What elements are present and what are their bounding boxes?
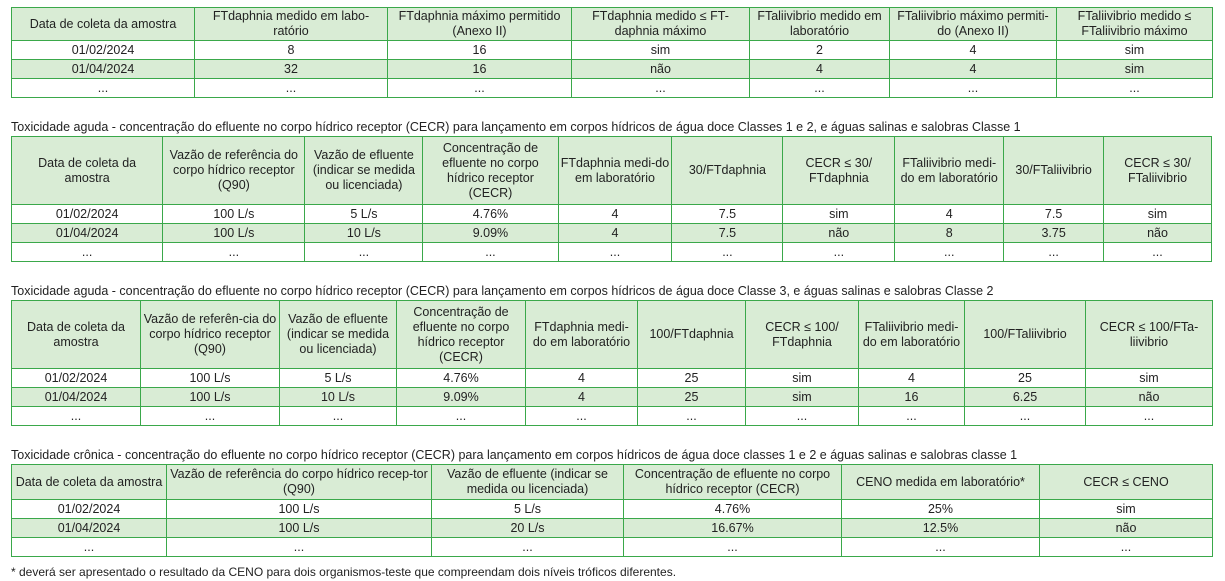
table-cell: ... bbox=[783, 243, 895, 262]
header-cell: Vazão de referên-cia do corpo hídrico receptor (Q90) bbox=[141, 301, 280, 369]
header-cell: Concentração de efluente no corpo hídrico receptor (CECR) bbox=[423, 137, 558, 205]
table-cell: ... bbox=[895, 243, 1004, 262]
header-cell: FTaliivibrio máximo permiti-do (Anexo II) bbox=[890, 8, 1057, 41]
header-cell: FTaliivibrio medi-do em laboratório bbox=[895, 137, 1004, 205]
table-row bbox=[12, 41, 1213, 60]
table-row bbox=[12, 60, 1213, 79]
table-cell: 25 bbox=[638, 369, 746, 388]
table-cell: 4 bbox=[526, 369, 638, 388]
table-cell: sim bbox=[1057, 60, 1213, 79]
table-cell: 100 L/s bbox=[167, 519, 432, 538]
header-cell: CECR ≤ 30/ FTdaphnia bbox=[783, 137, 895, 205]
table-cell: ... bbox=[305, 243, 423, 262]
table-row bbox=[12, 519, 1213, 538]
table-cell: 4 bbox=[558, 205, 672, 224]
table-cell: 01/02/2024 bbox=[12, 205, 163, 224]
table-cell: 5 L/s bbox=[305, 205, 423, 224]
table-cell: 7.5 bbox=[672, 224, 783, 243]
table-cell: ... bbox=[526, 407, 638, 426]
table-row bbox=[12, 224, 1212, 243]
header-cell: CECR ≤ 30/ FTaliivibrio bbox=[1104, 137, 1212, 205]
table-cell: não bbox=[783, 224, 895, 243]
table-row bbox=[12, 79, 1213, 98]
table-cell: 5 L/s bbox=[432, 500, 624, 519]
table-cell: 12.5% bbox=[842, 519, 1040, 538]
table-cell: 01/04/2024 bbox=[12, 224, 163, 243]
header-cell: 100/FTdaphnia bbox=[638, 301, 746, 369]
table-cell: sim bbox=[1040, 500, 1213, 519]
table-cell: 16 bbox=[388, 60, 572, 79]
header-cell: Concentração de efluente no corpo hídrico receptor (CECR) bbox=[397, 301, 526, 369]
table-cell: ... bbox=[558, 243, 672, 262]
table-cell: sim bbox=[746, 388, 859, 407]
table-cell: 2 bbox=[750, 41, 890, 60]
table-cell: ... bbox=[1057, 79, 1213, 98]
table-cell: não bbox=[572, 60, 750, 79]
header-cell: 100/FTaliivibrio bbox=[965, 301, 1086, 369]
header-cell: Data de coleta da amostra bbox=[12, 465, 167, 500]
header-cell: CECR ≤ 100/FTa-liivibrio bbox=[1086, 301, 1213, 369]
table-cell: 10 L/s bbox=[305, 224, 423, 243]
table-row bbox=[12, 388, 1213, 407]
table-cell: ... bbox=[397, 407, 526, 426]
header-cell: 30/FTdaphnia bbox=[672, 137, 783, 205]
table-cell: 01/04/2024 bbox=[12, 388, 141, 407]
table-cell: 5 L/s bbox=[280, 369, 397, 388]
table-cell: 16 bbox=[859, 388, 965, 407]
table-caption: Toxicidade aguda - concentração do efluente no corpo hídrico receptor (CECR) para lançamento em corpos hídricos de água doce Classes 1 e 2, e águas salinas e salobras Classe 1 bbox=[11, 120, 1021, 134]
table-cell: ... bbox=[163, 243, 305, 262]
header-cell: FTaliivibrio medido ≤ FTaliivibrio máximo bbox=[1057, 8, 1213, 41]
header-cell: Concentração de efluente no corpo hídrico receptor (CECR) bbox=[624, 465, 842, 500]
header-cell: 30/FTaliivibrio bbox=[1004, 137, 1104, 205]
table-cell: ... bbox=[842, 538, 1040, 557]
header-cell: Data de coleta da amostra bbox=[12, 301, 141, 369]
table-cell: ... bbox=[432, 538, 624, 557]
header-cell: Vazão de efluente (indicar se medida ou licenciada) bbox=[432, 465, 624, 500]
table-cell: 25% bbox=[842, 500, 1040, 519]
table-cell: ... bbox=[750, 79, 890, 98]
header-cell: Data de coleta da amostra bbox=[12, 8, 195, 41]
header-cell: CECR ≤ 100/ FTdaphnia bbox=[746, 301, 859, 369]
table-cell: 100 L/s bbox=[141, 388, 280, 407]
table-cell: 9.09% bbox=[423, 224, 558, 243]
table-row bbox=[12, 243, 1212, 262]
table-cell: ... bbox=[1040, 538, 1213, 557]
header-cell: Vazão de efluente (indicar se medida ou licenciada) bbox=[280, 301, 397, 369]
table-row bbox=[12, 500, 1213, 519]
table-cell: 01/04/2024 bbox=[12, 519, 167, 538]
table-cell: ... bbox=[167, 538, 432, 557]
table-cell: 100 L/s bbox=[141, 369, 280, 388]
table-caption: Toxicidade aguda - concentração do efluente no corpo hídrico receptor (CECR) para lançamento em corpos hídricos de água doce Classe 3, e águas salinas e salobras Classe 2 bbox=[11, 284, 994, 298]
table-cell: 9.09% bbox=[397, 388, 526, 407]
table-cell: 8 bbox=[195, 41, 388, 60]
table-cell: 01/02/2024 bbox=[12, 500, 167, 519]
table-cell: sim bbox=[1104, 205, 1212, 224]
table-cell: ... bbox=[746, 407, 859, 426]
table-cell: não bbox=[1086, 388, 1213, 407]
table-header-row bbox=[12, 301, 1213, 369]
table-cell: sim bbox=[1086, 369, 1213, 388]
table-cell: sim bbox=[783, 205, 895, 224]
table-cell: 01/04/2024 bbox=[12, 60, 195, 79]
table-cell: 01/02/2024 bbox=[12, 369, 141, 388]
table-cell: 4 bbox=[890, 60, 1057, 79]
table-cell: 4 bbox=[558, 224, 672, 243]
header-cell: CECR ≤ CENO bbox=[1040, 465, 1213, 500]
table-cell: 3.75 bbox=[1004, 224, 1104, 243]
table-cell: 25 bbox=[965, 369, 1086, 388]
table-cell: 100 L/s bbox=[163, 205, 305, 224]
table-row bbox=[12, 205, 1212, 224]
table-cell: 01/02/2024 bbox=[12, 41, 195, 60]
table-row bbox=[12, 369, 1213, 388]
table-chronic-cecr bbox=[11, 464, 1213, 557]
table-cell: ... bbox=[859, 407, 965, 426]
table-cell: 100 L/s bbox=[167, 500, 432, 519]
table-cell: ... bbox=[423, 243, 558, 262]
header-cell: Vazão de efluente (indicar se medida ou licenciada) bbox=[305, 137, 423, 205]
table-cell: 10 L/s bbox=[280, 388, 397, 407]
table-row bbox=[12, 538, 1213, 557]
header-cell: FTaliivibrio medi-do em laboratório bbox=[859, 301, 965, 369]
table-cell: 8 bbox=[895, 224, 1004, 243]
table-cell: 100 L/s bbox=[163, 224, 305, 243]
table-cell: ... bbox=[890, 79, 1057, 98]
table-cell: 7.5 bbox=[672, 205, 783, 224]
table-cell: 16.67% bbox=[624, 519, 842, 538]
table-header-row bbox=[12, 137, 1212, 205]
table-cell: ... bbox=[572, 79, 750, 98]
table-cell: 16 bbox=[388, 41, 572, 60]
header-cell: CENO medida em laboratório* bbox=[842, 465, 1040, 500]
header-cell: FTdaphnia medido ≤ FT-daphnia máximo bbox=[572, 8, 750, 41]
table-cell: 32 bbox=[195, 60, 388, 79]
table-cell: 4.76% bbox=[423, 205, 558, 224]
header-cell: FTdaphnia medi-do em laboratório bbox=[526, 301, 638, 369]
table-acute-cecr-class-3 bbox=[11, 300, 1213, 426]
table-cell: 4 bbox=[750, 60, 890, 79]
table-cell: 25 bbox=[638, 388, 746, 407]
table-header-row bbox=[12, 465, 1213, 500]
table-cell: sim bbox=[1057, 41, 1213, 60]
header-cell: Data de coleta da amostra bbox=[12, 137, 163, 205]
table-cell: ... bbox=[1104, 243, 1212, 262]
table-cell: 4.76% bbox=[624, 500, 842, 519]
table-cell: ... bbox=[1086, 407, 1213, 426]
table-cell: ... bbox=[638, 407, 746, 426]
table-cell: ... bbox=[12, 407, 141, 426]
table-row bbox=[12, 407, 1213, 426]
table-cell: 4 bbox=[859, 369, 965, 388]
table-cell: 4.76% bbox=[397, 369, 526, 388]
table-cell: ... bbox=[965, 407, 1086, 426]
table-cell: 4 bbox=[895, 205, 1004, 224]
table-cell: ... bbox=[280, 407, 397, 426]
table-toxicity-factor bbox=[11, 7, 1213, 98]
table-acute-cecr-class-1-2 bbox=[11, 136, 1212, 262]
table-cell: sim bbox=[746, 369, 859, 388]
table-cell: 4 bbox=[526, 388, 638, 407]
table-cell: ... bbox=[12, 243, 163, 262]
table-cell: não bbox=[1040, 519, 1213, 538]
table-cell: ... bbox=[12, 538, 167, 557]
table-cell: ... bbox=[12, 79, 195, 98]
header-cell: FTdaphnia medido em labo-ratório bbox=[195, 8, 388, 41]
table-cell: ... bbox=[141, 407, 280, 426]
footnote: * deverá ser apresentado o resultado da CENO para dois organismos-teste que compreendam dois níveis tróficos diferentes. bbox=[11, 565, 677, 579]
table-caption: Toxicidade crônica - concentração do efluente no corpo hídrico receptor (CECR) para lançamento em corpos hídricos de água doce classes 1 e 2 e águas salinas e salobras classe 1 bbox=[11, 448, 1018, 462]
table-cell: 7.5 bbox=[1004, 205, 1104, 224]
table-cell: 20 L/s bbox=[432, 519, 624, 538]
table-cell: ... bbox=[195, 79, 388, 98]
table-cell: ... bbox=[388, 79, 572, 98]
header-cell: FTdaphnia máximo permitido (Anexo II) bbox=[388, 8, 572, 41]
table-cell: 4 bbox=[890, 41, 1057, 60]
header-cell: Vazão de referência do corpo hídrico receptor (Q90) bbox=[163, 137, 305, 205]
table-cell: sim bbox=[572, 41, 750, 60]
table-header-row bbox=[12, 8, 1213, 41]
table-cell: ... bbox=[624, 538, 842, 557]
table-cell: não bbox=[1104, 224, 1212, 243]
table-cell: ... bbox=[1004, 243, 1104, 262]
table-cell: 6.25 bbox=[965, 388, 1086, 407]
header-cell: Vazão de referência do corpo hídrico recep-tor (Q90) bbox=[167, 465, 432, 500]
header-cell: FTaliivibrio medido em laboratório bbox=[750, 8, 890, 41]
header-cell: FTdaphnia medi-do em laboratório bbox=[558, 137, 672, 205]
table-cell: ... bbox=[672, 243, 783, 262]
